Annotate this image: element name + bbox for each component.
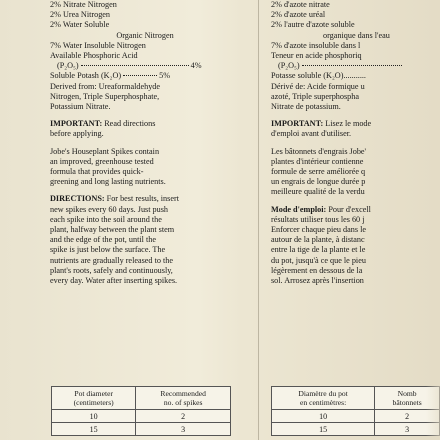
spikes-header: Recommended no. of spikes <box>136 387 231 410</box>
important-note-2: before applying. <box>50 129 104 139</box>
page-curve-shadow <box>426 0 440 440</box>
fr-description-1: Les bâtonnets d'engrais Jobe' <box>271 146 367 156</box>
fr-ureal: 2% d'azote uréal <box>271 10 326 20</box>
fr-mode-lead: Mode d'emploi: <box>271 204 327 214</box>
fr-insoluble: 7% d'azote insoluble dans l <box>271 40 361 50</box>
directions-2: new spikes every 60 days. Just push <box>50 204 169 214</box>
table-cell: 15 <box>52 423 136 436</box>
phosphoric-acid-percent: 4% <box>190 61 202 71</box>
directions-6: spike is just below the surface. The <box>50 245 166 255</box>
phosphoric-acid-formula: (P₂O₅) <box>57 61 79 71</box>
fr-derive-1: Dérivé de: Acide formique u <box>271 81 365 91</box>
directions-9: every day. Water after inserting spikes. <box>50 276 178 286</box>
derived-from-2: Nitrogen, Triple Superphosphate, <box>50 91 160 101</box>
urea-nitrogen: 2% Urea Nitrogen <box>50 10 111 20</box>
description-4: greening and long lasting nutrients. <box>50 177 166 187</box>
fr-description-3: formule de serre améliorée q <box>271 167 366 177</box>
table-cell: 10 <box>272 410 375 423</box>
table-cell: 3 <box>375 423 440 436</box>
table-cell: 10 <box>52 410 136 423</box>
fr-mode-1: Mode d'emploi: Pour d'excell <box>271 204 371 214</box>
description-3: formula that provides quick- <box>50 167 144 177</box>
fr-important-2: d'emploi avant d'utiliser. <box>271 129 352 139</box>
french-column <box>271 0 440 286</box>
phosphoric-acid-label: Available Phosphoric Acid <box>50 51 138 61</box>
fr-description-2: plantes d'intérieur contienne <box>271 156 364 166</box>
directions-1: DIRECTIONS: For best results, insert <box>50 194 179 204</box>
fr-mode-4: autour de la plante, à distanc <box>271 235 365 245</box>
directions-8: plant's roots, safely and continuously, <box>50 265 173 275</box>
pot-diameter-header: Pot diameter (centimeters) <box>52 387 136 410</box>
soluble-potash-row <box>50 71 240 81</box>
fr-derive-3: Nitrate de potassium. <box>271 102 341 112</box>
fr-mode-5: entre la tige de la plante et le <box>271 245 366 255</box>
fr-organique: organique dans l'eau <box>323 30 390 40</box>
fr-nitrate: 2% d'azote nitrate <box>271 0 330 9</box>
derived-from-1: Derived from: Ureaformaldehyde <box>50 81 161 91</box>
fr-mode-8: sol. Arrosez après l'insertion <box>271 276 364 286</box>
directions-3: each spike into the soil around the <box>50 214 162 224</box>
directions-7: nutrients are gradually released to the <box>50 255 173 265</box>
fr-important-1: IMPORTANT: Lisez le mode <box>271 119 372 129</box>
table-cell: 3 <box>136 423 231 436</box>
important-note-1: IMPORTANT: Read directions <box>50 119 156 129</box>
phosphoric-acid-row <box>50 61 240 71</box>
fr-phosphoric-row <box>271 61 440 71</box>
table-cell: 15 <box>272 423 375 436</box>
fr-description-4: un engrais de longue durée p <box>271 177 366 187</box>
table-cell: 2 <box>375 410 440 423</box>
fr-potasse: Potasse soluble (K₂O)........... <box>271 71 366 81</box>
directions-lead: DIRECTIONS: <box>50 194 105 204</box>
fr-mode-3: Enforcer chaque pieu dans le <box>271 225 367 235</box>
fr-phosphoric-formula: (P₂O₅) <box>278 61 300 71</box>
directions-5: and the edge of the pot, until the <box>50 235 156 245</box>
fr-description-5: meilleure qualité de la verdu <box>271 187 365 197</box>
water-insoluble-nitrogen: 7% Water Insoluble Nitrogen <box>50 40 146 50</box>
soluble-potash-label: Soluble Potash (K₂O) <box>50 71 122 81</box>
water-soluble: 2% Water Soluble <box>50 20 110 30</box>
table-cell: 2 <box>136 410 231 423</box>
fr-phosphoric: Teneur en acide phosphoriq <box>271 51 362 61</box>
soluble-potash-percent: 5% <box>159 71 171 81</box>
fr-derive-2: azoté, Triple superphospha <box>271 91 360 101</box>
directions-4: plant, halfway between the plant stem <box>50 225 175 235</box>
english-column <box>50 0 240 286</box>
spike-table-fr <box>271 386 440 436</box>
nitrate-nitrogen: 2% Nitrate Nitrogen <box>50 0 117 9</box>
fr-mode-7: légèrement en dessous de la <box>271 265 363 275</box>
fr-mode-6: du pot, jusqu'à ce que le pieu <box>271 255 366 265</box>
fr-pot-diameter-header: Diamètre du pot en centimètres: <box>272 387 375 410</box>
fr-soluble: 2% l'autre d'azote soluble <box>271 20 355 30</box>
description-2: an improved, greenhouse tested <box>50 156 154 166</box>
spike-table-en <box>51 386 231 436</box>
fr-spikes-header: Nomb bâtonnets <box>375 387 440 410</box>
description-1: Jobe's Houseplant Spikes contain <box>50 146 160 156</box>
fr-mode-2: résultats utiliser tous les 60 j <box>271 214 365 224</box>
fr-important-lead: IMPORTANT: <box>271 119 324 129</box>
derived-from-3: Potassium Nitrate. <box>50 102 111 112</box>
organic-nitrogen: Organic Nitrogen <box>116 30 174 40</box>
important-lead: IMPORTANT: <box>50 119 103 129</box>
column-divider <box>258 0 259 440</box>
